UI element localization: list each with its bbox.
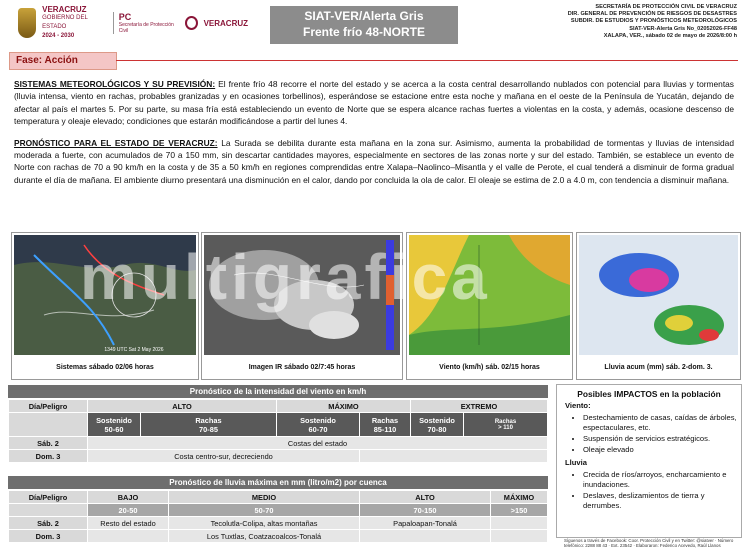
rain-map-panel bbox=[576, 232, 741, 380]
wind-cell bbox=[88, 413, 141, 437]
synoptic-map-image bbox=[14, 235, 196, 355]
wind-level-maximo: MÁXIMO bbox=[277, 400, 411, 413]
impacts-wind-label: Viento: bbox=[565, 401, 591, 410]
ir-satellite-icon bbox=[204, 235, 400, 355]
wind-col-head: Día/Peligro bbox=[9, 400, 88, 413]
wind-level-alto: ALTO bbox=[88, 400, 277, 413]
phase-divider bbox=[116, 60, 738, 61]
wind-sub: Rachas bbox=[494, 418, 517, 425]
rain-row-bajo bbox=[88, 530, 169, 543]
issuer-line: SUBDIR. DE ESTUDIOS Y PRONÓSTICOS METEOROLÓGICOS bbox=[570, 18, 737, 25]
synoptic-map-panel bbox=[11, 232, 199, 380]
rain-val: >150 bbox=[491, 504, 548, 517]
table-row bbox=[9, 517, 548, 530]
ir-image-caption: Imagen IR sábado 02/7:45 horas bbox=[248, 364, 356, 371]
rain-col-head: Día/Peligro bbox=[9, 491, 88, 504]
table-row bbox=[9, 450, 548, 463]
synoptic-map-icon bbox=[14, 235, 196, 355]
wind-cell bbox=[464, 413, 548, 437]
rain-map-caption: Lluvia acum (mm) sáb. 2-dom. 3. bbox=[604, 364, 713, 371]
wind-map-panel bbox=[406, 232, 573, 380]
section-systems bbox=[14, 78, 734, 128]
rain-table-title: Pronóstico de lluvia máxima en mm (litro/m2) por cuenca bbox=[8, 476, 548, 489]
wind-sub: Sostenido bbox=[419, 415, 455, 425]
wind-val: 85-110 bbox=[373, 424, 397, 434]
impacts-title: Posibles IMPACTOS en la población bbox=[577, 389, 721, 399]
wind-empty-cell bbox=[9, 413, 88, 437]
synoptic-map-caption: Sistemas sábado 02/06 horas bbox=[56, 364, 154, 371]
rain-row-day: Dom. 3 bbox=[9, 530, 88, 543]
logo-pc-sub: Secretaría de Protección Civil bbox=[118, 22, 174, 34]
alert-title bbox=[270, 6, 458, 44]
wind-cell bbox=[277, 413, 360, 437]
impacts-box bbox=[556, 384, 742, 538]
table-row bbox=[9, 530, 548, 543]
rain-val: 20-50 bbox=[88, 504, 169, 517]
wind-sub: Rachas bbox=[371, 415, 399, 425]
wind-sub: Sostenido bbox=[300, 415, 336, 425]
section-forecast-body: La Surada se debilita durante esta mañana en la zona sur. Asimismo, aumenta la probabilidad de tormentas y lluvias de intensidad moderada a fuerte, con acumulados de 70 a 150 mm, sin descartar cantidades mayores, especialmente en sectores de las zonas norte y sur del estado. También, se establece un evento de Norte con rachas de 70 a 90 km/h en la costa y de 35 a 50 km/h en regiones comprendidas entre Xalapa–Naolinco–Misantla y el valle de Perote, el cual tenderá a disminuir de forma gradual durante el día de mañana. El ambiente diurno presentará una disminución en el calor, dando por concluida la ola de calor. El oleaje se estima de 2.0 a 4.0 m, con tendencia a disminuir mañana. bbox=[14, 137, 734, 185]
wind-row-day: Dom. 3 bbox=[9, 450, 88, 463]
list-item: • Crecida de ríos/arroyos, encharcamiento e inundaciones. bbox=[583, 470, 741, 490]
impacts-rain-label: Lluvia bbox=[565, 458, 587, 467]
issuer-line: SECRETARÍA DE PROTECCIÓN CIVIL DE VERACRUZ bbox=[595, 4, 737, 10]
watermark: multigrafica bbox=[80, 241, 491, 313]
header bbox=[0, 0, 745, 46]
wind-map-icon bbox=[409, 235, 570, 355]
impacts-wind-list bbox=[557, 413, 741, 455]
rain-row-max bbox=[491, 517, 548, 530]
logo-years: 2024 - 2030 bbox=[42, 33, 75, 39]
section-systems-body: El frente frío 48 recorre el norte del estado y se acerca a la costa central desarrollando nublados con potencial para lluvias y tormentas (lluvia intensa, viento en rachas, probables granizadas y en ocasiones torbellinos), esperándose se estacione entre esta noche y mañana en el oeste de la Península de Yucatán, dejando de afectar al país el martes 5. Por su parte, su masa fría está estableciendo un evento de Norte que se espera alcance rachas fuertes a violentas en la costa, y además, ocasione descenso de temperatura y oleaje elevado; condiciones que estarán modificándose a partir del lunes 4. bbox=[14, 79, 734, 127]
rain-level-bajo: BAJO bbox=[88, 491, 169, 504]
wind-val: 60-70 bbox=[308, 424, 328, 434]
wind-row-day: Sáb. 2 bbox=[9, 437, 88, 450]
logo-pc bbox=[113, 12, 179, 34]
ir-image bbox=[204, 235, 400, 355]
wind-map-image bbox=[409, 235, 570, 355]
wind-map-caption: Viento (km/h) sáb. 02/15 horas bbox=[439, 364, 540, 371]
wind-val: 50-60 bbox=[104, 424, 124, 434]
logo-pc-label: PC bbox=[118, 12, 132, 22]
logo-ver-label: VERACRUZ bbox=[203, 18, 249, 28]
logo-state-sub: GOBIERNO DEL ESTADO bbox=[42, 15, 88, 30]
section-systems-title: SISTEMAS METEOROLÓGICOS Y SU PREVISIÓN: bbox=[14, 79, 216, 89]
rain-level-maximo: MÁXIMO bbox=[491, 491, 548, 504]
logo-state-label: VERACRUZ bbox=[42, 5, 87, 14]
footer-contact: Síguenos a través de Facebook: Coor. Protección Civil y en Twitter: @siatver · Número telefónico: 2288 88 43 · Ext. 23542 · Elaboraron: Federico Acevedo, Raúl Llanos bbox=[564, 538, 734, 549]
logo-group bbox=[18, 6, 248, 40]
rain-map-icon bbox=[579, 235, 738, 355]
wind-row-text: Costa centro-sur, decreciendo bbox=[88, 450, 360, 463]
wind-sub: Rachas bbox=[195, 415, 222, 425]
wind-cell bbox=[411, 413, 464, 437]
list-item: • Deslaves, deslizamientos de tierra y derrumbes. bbox=[583, 491, 741, 511]
bulletin-date: XALAPA, VER., sábado 02 de mayo de 2026/8:00 h bbox=[603, 32, 737, 39]
wind-cell bbox=[141, 413, 277, 437]
impacts-rain-list bbox=[557, 470, 741, 511]
veracruz-shield-icon bbox=[18, 8, 36, 38]
rain-row-alto bbox=[360, 530, 491, 543]
section-forecast bbox=[14, 137, 734, 187]
rain-map-image bbox=[579, 235, 738, 355]
list-item: • Destechamiento de casas, caídas de árboles, espectaculares, etc. bbox=[583, 413, 741, 433]
rain-table bbox=[8, 490, 548, 543]
wind-table-title: Pronóstico de la intensidad del viento en km/h bbox=[8, 385, 548, 398]
forecast-text bbox=[14, 78, 734, 195]
rain-val: 70-150 bbox=[360, 504, 491, 517]
logo-veracruz bbox=[42, 5, 107, 41]
wind-val: > 110 bbox=[498, 424, 513, 431]
wind-val: 70-85 bbox=[199, 424, 218, 434]
wind-sub: Sostenido bbox=[96, 415, 132, 425]
wind-row-text: Costas del estado bbox=[88, 437, 548, 450]
table-row bbox=[9, 437, 548, 450]
synoptic-map-stamp: 1349 UTC Sat 2 May 2026 bbox=[104, 347, 164, 353]
veracruz-circle-icon bbox=[185, 16, 198, 30]
rain-row-day: Sáb. 2 bbox=[9, 517, 88, 530]
image-panels bbox=[11, 232, 739, 378]
phase-badge: Fase: Acción bbox=[9, 52, 117, 70]
wind-val: 70-80 bbox=[427, 424, 447, 434]
list-item: • Oleaje elevado bbox=[583, 445, 741, 455]
rain-level-alto: ALTO bbox=[360, 491, 491, 504]
rain-row-alto: Papaloapan-Tonalá bbox=[360, 517, 491, 530]
rain-row-bajo: Resto del estado bbox=[88, 517, 169, 530]
rain-empty-cell bbox=[9, 504, 88, 517]
rain-level-medio: MEDIO bbox=[169, 491, 360, 504]
bulletin-number: SIAT-VER-Alerta Gris No_02052026-FF48 bbox=[629, 25, 737, 32]
issuer-info bbox=[477, 4, 737, 40]
issuer-line: DIR. GENERAL DE PREVENCIÓN DE RIESGOS DE DESASTRES bbox=[567, 11, 737, 18]
wind-empty-cell bbox=[360, 450, 548, 463]
alert-title-line1: SIAT-VER/Alerta Gris bbox=[304, 9, 424, 23]
wind-table bbox=[8, 399, 548, 463]
section-forecast-title: PRONÓSTICO PARA EL ESTADO DE VERACRUZ: bbox=[14, 137, 218, 148]
ir-image-panel bbox=[201, 232, 403, 380]
rain-row-medio: Los Tuxtlas, Coatzacoalcos-Tonalá bbox=[169, 530, 360, 543]
wind-cell bbox=[360, 413, 411, 437]
rain-val: 50-70 bbox=[169, 504, 360, 517]
list-item: • Suspensión de servicios estratégicos. bbox=[583, 434, 741, 444]
wind-level-extremo: EXTREMO bbox=[411, 400, 548, 413]
rain-row-medio: Tecolutla-Colipa, altas montañas bbox=[169, 517, 360, 530]
alert-title-line2: Frente frío 48-NORTE bbox=[302, 25, 425, 39]
rain-row-max bbox=[491, 530, 548, 543]
